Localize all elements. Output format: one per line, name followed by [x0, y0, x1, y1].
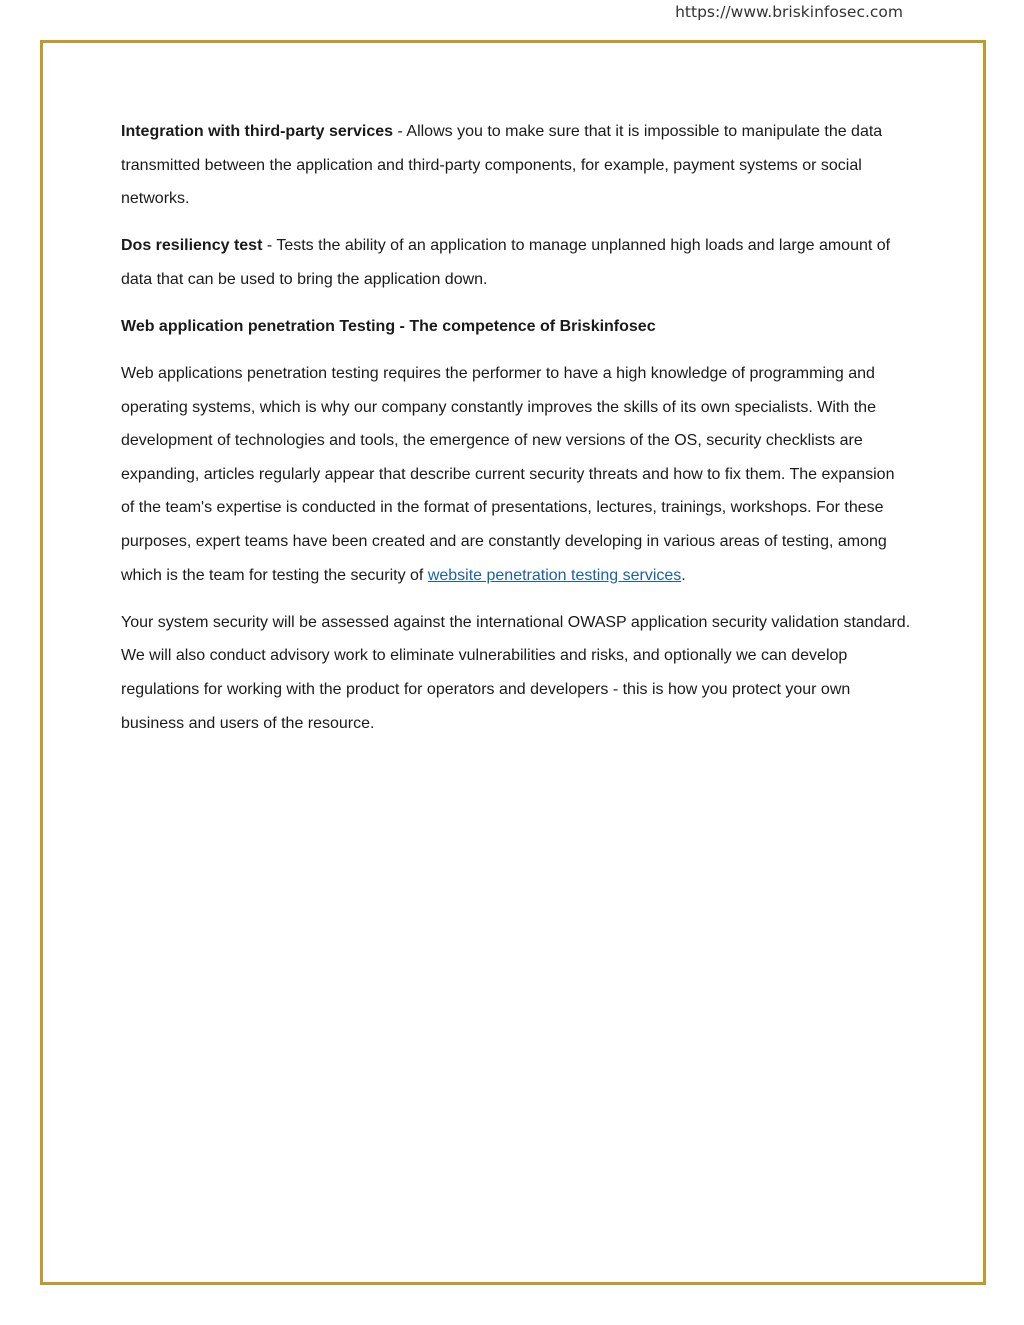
section-text: - Tests the ability of an application to manage unplanned high loads and large amount of data that can be used to bring the application down.	[121, 237, 891, 288]
paragraph-owasp: Your system security will be assessed against the international OWASP application security validation standard. We will also conduct advisory work to eliminate vulnerabilities and risks, and optionally we can develop regulations for working with the product for operators and developers - this is how you protect your own business and users of the resource.	[121, 613, 911, 732]
website-pentest-services-link[interactable]: website penetration testing services	[427, 566, 682, 584]
section-heading: Dos resiliency test	[121, 237, 263, 255]
document-body	[121, 115, 911, 754]
header-url-link[interactable]: https://www.briskinfosec.com	[675, 3, 903, 21]
section-heading: Integration with third-party services	[121, 123, 394, 140]
paragraph-trailing: .	[681, 566, 686, 584]
section-third-party-integration	[121, 115, 911, 216]
subheading	[121, 310, 911, 344]
subheading-text: Web application penetration Testing - The competence of Briskinfosec	[121, 317, 656, 335]
paragraph-text: Web applications penetration testing requires the performer to have a high knowledge of programming and operating systems, which is why our company constantly improves the skills of its own specialists. With the development of technologies and tools, the emergence of new versions of the OS, security checklists are expanding, articles regularly appear that describe current security threats and how to fix them. The expansion of the team's expertise is conducted in the format of presentations, lectures, trainings, workshops. For these purposes, expert teams have been created and are constantly developing in various areas of testing, among which is the team for testing the security of	[121, 365, 895, 584]
section-text: - Allows you to make sure that it is impossible to manipulate the data transmitted between the application and third-party components, for example, payment systems or social networks.	[121, 123, 883, 208]
paragraph-competence	[121, 357, 911, 592]
section-dos-resiliency	[121, 229, 911, 296]
